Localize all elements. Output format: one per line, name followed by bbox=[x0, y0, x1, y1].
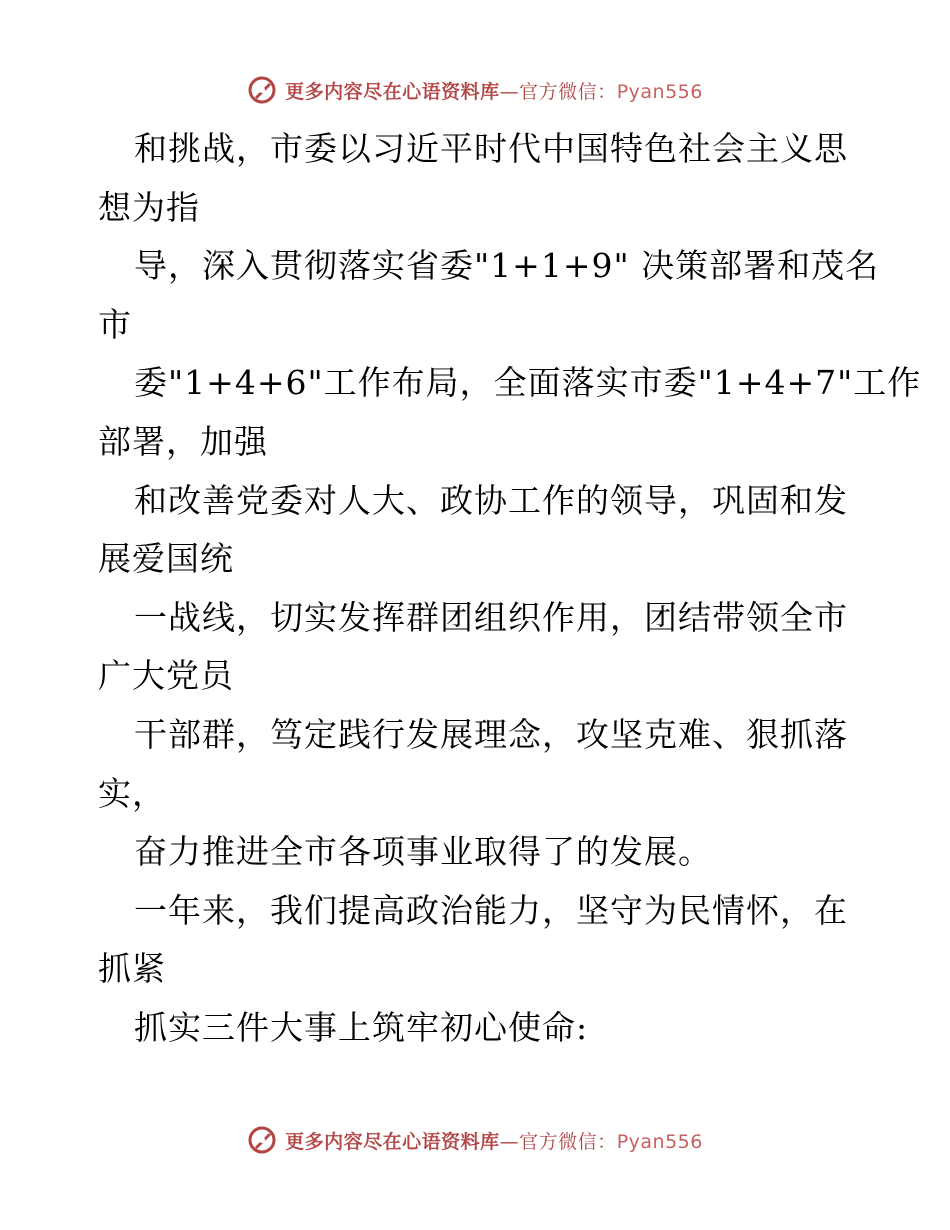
text-line: 和改善党委对人大、政协工作的领导，巩固和发 bbox=[134, 480, 848, 520]
text-line: 导，深入贯彻落实省委"1+1+9" 决策部署和茂名 bbox=[134, 246, 880, 286]
text-line: 奋力推进全市各项事业取得了的发展。 bbox=[134, 832, 712, 872]
text-line: 抓紧 bbox=[98, 949, 166, 989]
pen-logo-icon bbox=[247, 1125, 277, 1155]
text-line: 展爱国统 bbox=[98, 539, 234, 579]
text-line: 和挑战，市委以习近平时代中国特色社会主义思 bbox=[134, 129, 848, 168]
watermark-separator: — bbox=[499, 80, 520, 103]
watermark-main: 更多内容尽在心语资料库 bbox=[285, 1130, 500, 1153]
text-line: 一战线，切实发挥群团组织作用，团结带领全市 bbox=[134, 597, 848, 637]
text-line: 广大党员 bbox=[98, 656, 234, 696]
text-line: 实， bbox=[98, 773, 166, 813]
watermark-text bbox=[285, 1127, 703, 1154]
text-line: 部署，加强 bbox=[98, 421, 268, 461]
text-line: 一年来，我们提高政治能力，坚守为民情怀，在 bbox=[134, 890, 848, 930]
watermark-wechat-id: Pyan556 bbox=[616, 1130, 703, 1153]
header-watermark bbox=[0, 70, 950, 110]
text-line: 委"1+4+6"工作布局，全面落实市委"1+4+7"工作 bbox=[134, 363, 922, 403]
watermark-separator: — bbox=[499, 1130, 520, 1153]
watermark-wechat-label: 官方微信： bbox=[519, 80, 617, 103]
watermark-main: 更多内容尽在心语资料库 bbox=[285, 80, 500, 103]
pen-logo-icon bbox=[247, 75, 277, 105]
text-line: 干部群，笃定践行发展理念，攻坚克难、狠抓落 bbox=[134, 714, 848, 754]
watermark-wechat-id: Pyan556 bbox=[616, 80, 703, 103]
document-body bbox=[98, 120, 922, 1058]
watermark-wechat-label: 官方微信： bbox=[519, 1130, 617, 1153]
watermark-text bbox=[285, 77, 703, 104]
footer-watermark bbox=[0, 1120, 950, 1160]
text-line: 市 bbox=[98, 304, 132, 344]
text-line: 抓实三件大事上筑牢初心使命: bbox=[134, 1007, 589, 1047]
text-line: 想为指 bbox=[98, 187, 200, 227]
